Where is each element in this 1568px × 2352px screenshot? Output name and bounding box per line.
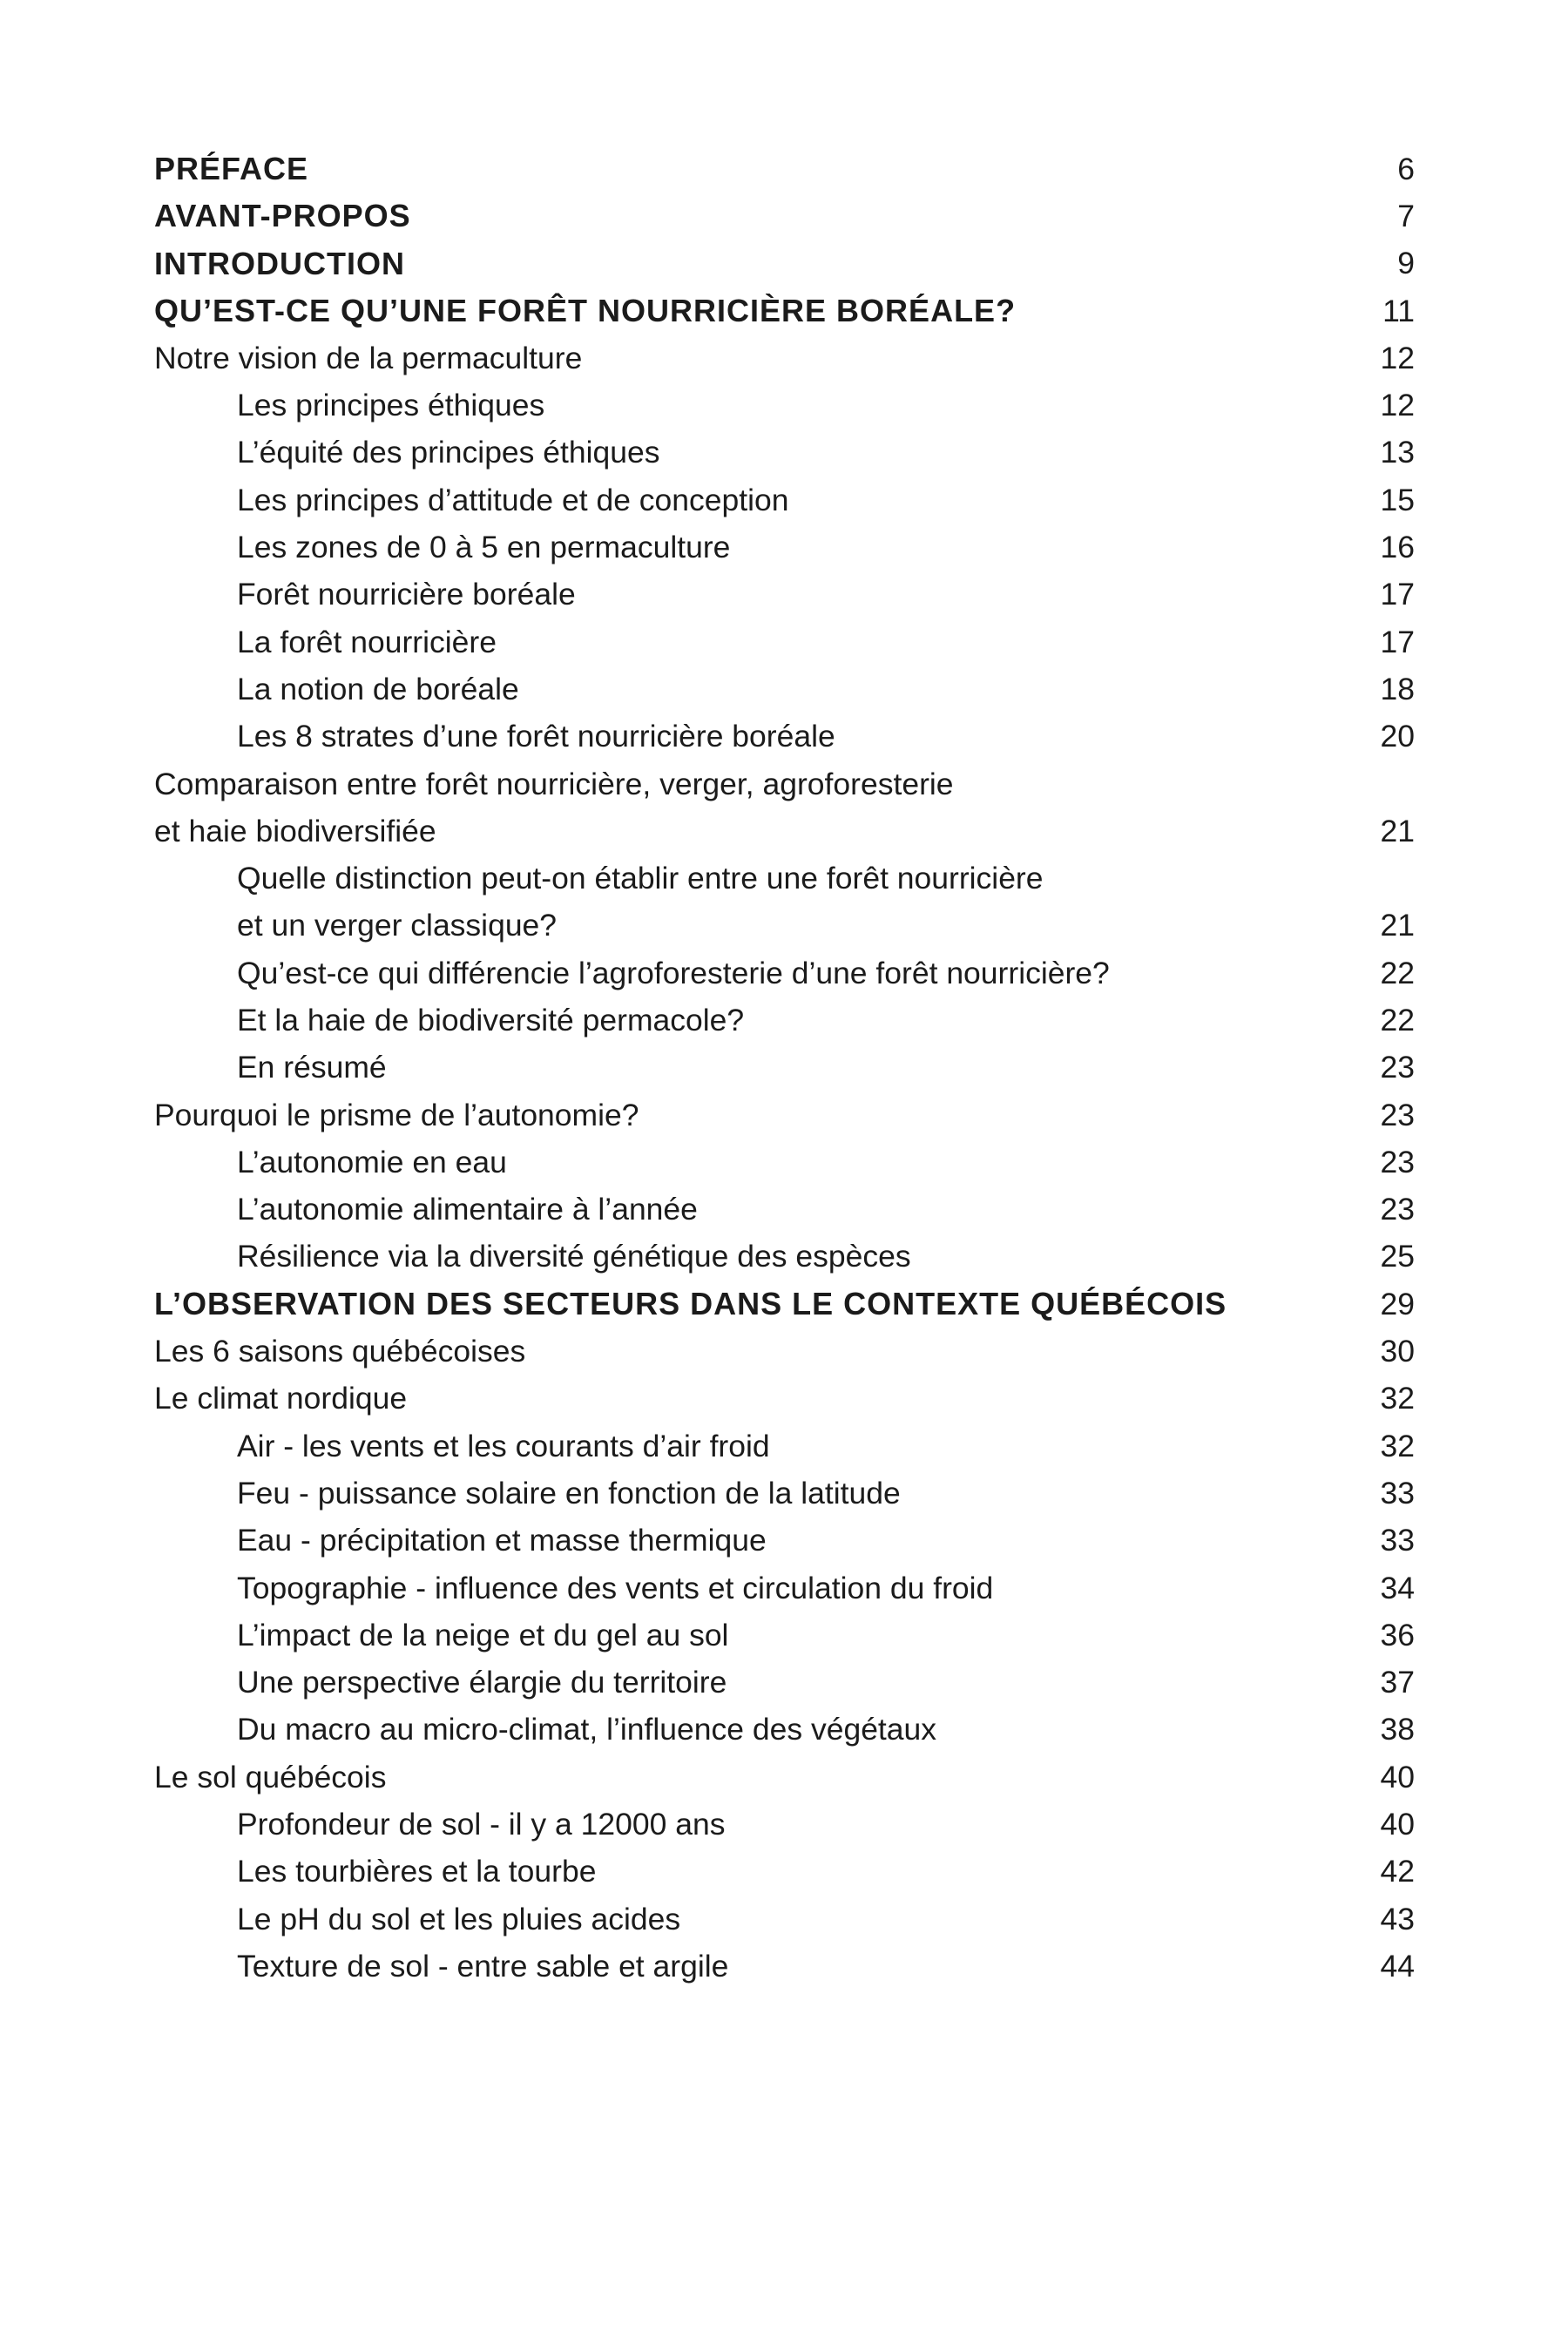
toc-entry-page: 7 [1397, 198, 1415, 233]
toc-entry-page: 6 [1397, 151, 1415, 186]
toc-entry-page: 9 [1397, 246, 1415, 281]
toc-entry[interactable] [154, 1707, 1415, 1754]
toc-entry-page: 21 [1380, 813, 1415, 848]
toc-entry-page: 36 [1380, 1617, 1415, 1652]
toc-entry-page: 42 [1380, 1854, 1415, 1889]
toc-entry-title: Résilience via la diversité génétique des espèces [237, 1239, 911, 1274]
toc-entry[interactable] [154, 524, 1415, 571]
toc-entry-title: Les 8 strates d’une forêt nourricière boréale [237, 719, 835, 754]
toc-entry-title: Le pH du sol et les pluies acides [237, 1901, 681, 1936]
toc-entry-title-continued: et un verger classique? [237, 908, 558, 943]
toc-entry-title: PRÉFACE [154, 151, 309, 187]
toc-entry-page: 23 [1380, 1192, 1415, 1227]
toc-entry[interactable] [154, 1612, 1415, 1659]
toc-entry-page: 17 [1380, 577, 1415, 612]
toc-entry-title: Une perspective élargie du territoire [237, 1665, 727, 1700]
toc-entry[interactable] [154, 1470, 1415, 1517]
toc-entry-title: Texture de sol - entre sable et argile [237, 1948, 729, 1984]
toc-entry-title: Forêt nourricière boréale [237, 577, 576, 612]
toc-entry-title: L’autonomie en eau [237, 1144, 507, 1179]
toc-entry[interactable] [154, 1754, 1415, 1801]
toc-entry-page: 23 [1380, 1050, 1415, 1085]
toc-entry[interactable] [154, 1233, 1415, 1281]
toc-entry-page: 43 [1380, 1901, 1415, 1936]
toc-entry[interactable] [154, 1801, 1415, 1848]
toc-entry-title: Et la haie de biodiversité permacole? [237, 1002, 745, 1037]
toc-entry-page: 37 [1380, 1665, 1415, 1700]
toc-entry[interactable] [154, 287, 1415, 335]
toc-entry-page: 18 [1380, 671, 1415, 706]
toc-entry[interactable] [154, 1423, 1415, 1470]
toc-entry-page: 25 [1380, 1239, 1415, 1274]
toc-entry[interactable] [154, 1092, 1415, 1139]
toc-entry-title: Le sol québécois [154, 1759, 387, 1794]
toc-entry-title: INTRODUCTION [154, 245, 405, 281]
toc-entry-page: 22 [1380, 955, 1415, 990]
toc-entry-title: L’impact de la neige et du gel au sol [237, 1617, 729, 1652]
toc-entry[interactable] [154, 1328, 1415, 1375]
toc-entry-page: 23 [1380, 1144, 1415, 1179]
toc-entry-title: Les zones de 0 à 5 en permaculture [237, 530, 731, 565]
toc-entry[interactable] [154, 240, 1415, 287]
toc-entry[interactable] [154, 382, 1415, 429]
toc-entry[interactable] [154, 193, 1415, 240]
toc-entry-page: 12 [1380, 388, 1415, 423]
toc-entry-title: Quelle distinction peut-on établir entre une forêt nourricière [237, 861, 1044, 896]
table-of-contents [154, 145, 1415, 1990]
toc-entry-page: 33 [1380, 1523, 1415, 1558]
toc-entry-page: 21 [1380, 908, 1415, 943]
toc-entry[interactable] [154, 1281, 1415, 1328]
toc-entry[interactable] [154, 618, 1415, 666]
toc-entry-title: Notre vision de la permaculture [154, 340, 583, 375]
toc-entry-title: Les principes d’attitude et de conception [237, 482, 789, 517]
toc-entry-page: 33 [1380, 1475, 1415, 1511]
toc-entry[interactable] [154, 571, 1415, 618]
toc-entry-page: 29 [1380, 1286, 1415, 1321]
toc-entry-title: Pourquoi le prisme de l’autonomie? [154, 1097, 639, 1132]
toc-entry[interactable] [154, 950, 1415, 997]
toc-entry-title: La notion de boréale [237, 671, 519, 706]
toc-entry-title: En résumé [237, 1050, 387, 1085]
toc-entry-title: La forêt nourricière [237, 624, 497, 659]
toc-entry-page: 20 [1380, 719, 1415, 754]
toc-entry-title: AVANT-PROPOS [154, 198, 411, 234]
toc-entry-page: 32 [1380, 1381, 1415, 1416]
toc-entry[interactable] [154, 1659, 1415, 1707]
toc-entry-page: 11 [1382, 293, 1415, 328]
toc-entry-title: Les 6 saisons québécoises [154, 1334, 526, 1369]
toc-entry-page: 23 [1380, 1097, 1415, 1132]
toc-entry[interactable] [154, 713, 1415, 760]
toc-entry[interactable] [154, 1943, 1415, 1990]
toc-entry[interactable] [154, 855, 1415, 950]
toc-entry[interactable] [154, 145, 1415, 193]
toc-entry[interactable] [154, 1565, 1415, 1612]
toc-entry-title: QU’EST-CE QU’UNE FORÊT NOURRICIÈRE BORÉALE? [154, 293, 1017, 329]
toc-entry-page: 12 [1380, 340, 1415, 375]
toc-entry-title: Air - les vents et les courants d’air froid [237, 1428, 770, 1463]
toc-entry[interactable] [154, 476, 1415, 524]
toc-entry[interactable] [154, 1044, 1415, 1092]
toc-entry-page: 30 [1380, 1334, 1415, 1369]
toc-entry-page: 22 [1380, 1002, 1415, 1037]
toc-entry-page: 44 [1380, 1948, 1415, 1984]
toc-entry-title-continued: et haie biodiversifiée [154, 813, 436, 848]
toc-entry[interactable] [154, 666, 1415, 713]
toc-entry-title: L’autonomie alimentaire à l’année [237, 1192, 698, 1227]
toc-entry-title: L’OBSERVATION DES SECTEURS DANS LE CONTEXTE QUÉBÉCOIS [154, 1286, 1227, 1322]
toc-entry[interactable] [154, 760, 1415, 855]
toc-entry-page: 34 [1380, 1570, 1415, 1605]
toc-entry[interactable] [154, 1517, 1415, 1565]
toc-entry[interactable] [154, 429, 1415, 476]
toc-entry-title: Qu’est-ce qui différencie l’agroforesterie d’une forêt nourricière? [237, 955, 1110, 990]
toc-entry-title: L’équité des principes éthiques [237, 435, 660, 470]
toc-entry[interactable] [154, 1139, 1415, 1186]
toc-entry-title: Du macro au micro-climat, l’influence des végétaux [237, 1712, 937, 1747]
toc-entry-title: Le climat nordique [154, 1381, 408, 1416]
toc-entry-page: 17 [1380, 624, 1415, 659]
toc-entry[interactable] [154, 1896, 1415, 1943]
toc-entry-page: 16 [1380, 530, 1415, 565]
toc-entry-title: Feu - puissance solaire en fonction de la latitude [237, 1475, 901, 1511]
toc-entry-title: Les tourbières et la tourbe [237, 1854, 597, 1889]
toc-entry-page: 13 [1380, 435, 1415, 470]
toc-entry-title: Eau - précipitation et masse thermique [237, 1523, 767, 1558]
toc-entry-page: 38 [1380, 1712, 1415, 1747]
toc-entry-title: Profondeur de sol - il y a 12000 ans [237, 1807, 726, 1842]
toc-entry[interactable] [154, 335, 1415, 382]
toc-entry[interactable] [154, 1375, 1415, 1423]
toc-entry[interactable] [154, 1848, 1415, 1896]
toc-entry-page: 15 [1380, 482, 1415, 517]
toc-entry[interactable] [154, 1186, 1415, 1233]
toc-entry-title: Topographie - influence des vents et circulation du froid [237, 1570, 994, 1605]
toc-entry-page: 40 [1380, 1759, 1415, 1794]
toc-entry-page: 40 [1380, 1807, 1415, 1842]
toc-entry-page: 32 [1380, 1428, 1415, 1463]
toc-entry[interactable] [154, 997, 1415, 1044]
toc-entry-title: Les principes éthiques [237, 388, 545, 423]
toc-entry-title: Comparaison entre forêt nourricière, verger, agroforesterie [154, 766, 954, 801]
